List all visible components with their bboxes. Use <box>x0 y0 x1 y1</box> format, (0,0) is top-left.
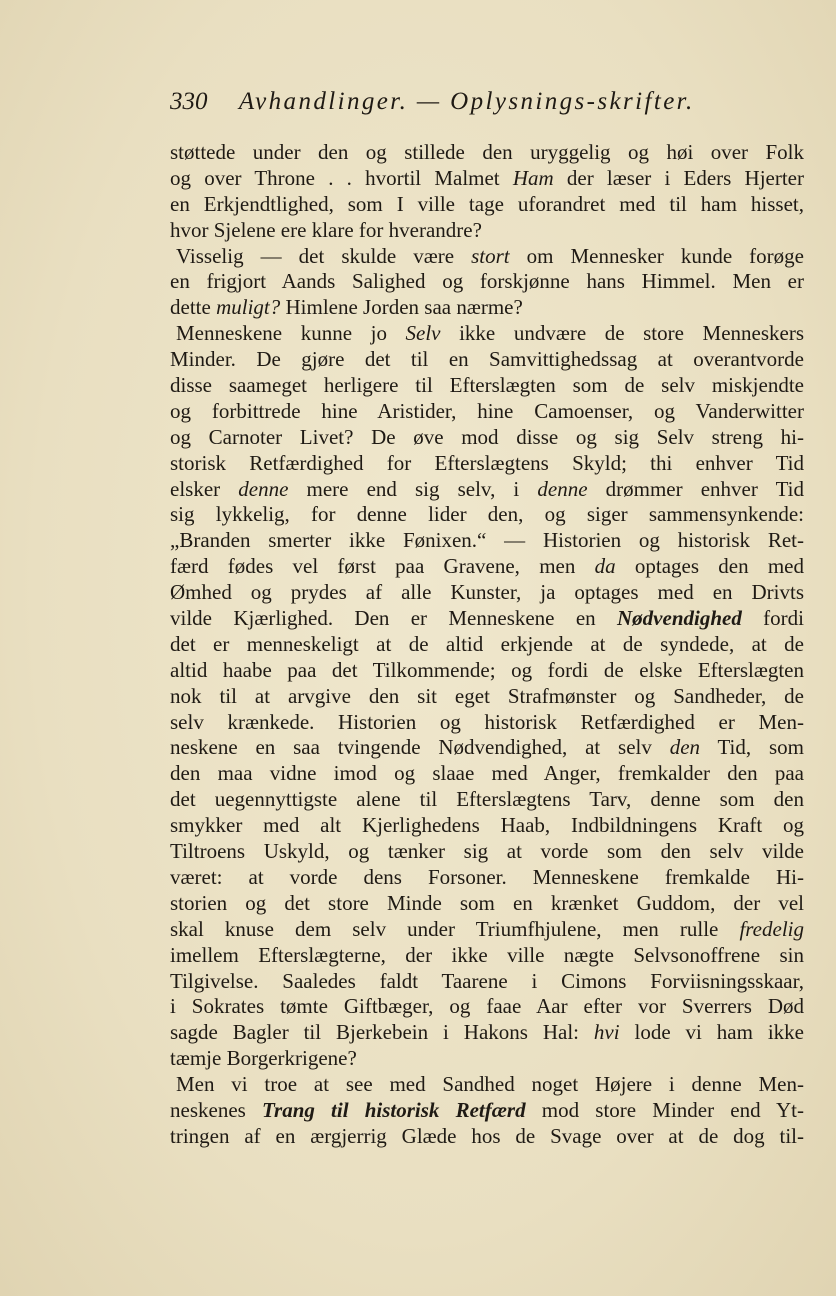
text-span: imellem Efterslægterne, der ikke ville nægte Selvsonoffrene sin <box>170 942 804 967</box>
text-span: der læser i Eders Hjerter <box>553 165 804 190</box>
text-span: og Carnoter Livet? De øve mod disse og sig Selv streng hi- <box>170 424 804 449</box>
text-span: fordi <box>741 606 804 631</box>
emphasized-text: denne <box>537 476 588 501</box>
text-span: det uegennyttigste alene til Efterslægtens Tarv, denne som den <box>170 787 804 812</box>
text-span: været: at vorde dens Forsoner. Menneskene fremkalde Hi- <box>170 864 804 889</box>
text-line <box>170 528 804 554</box>
text-span: sagde Bagler til Bjerkebein i Hakons Hal: <box>170 1020 594 1045</box>
emphasized-text: stort <box>471 243 510 268</box>
text-line <box>170 735 804 761</box>
emphasized-text: Trang til historisk Retfærd <box>261 1097 526 1122</box>
text-line <box>170 865 804 891</box>
text-span: Tid, som <box>700 735 804 760</box>
text-line <box>170 1046 804 1072</box>
text-line <box>170 373 804 399</box>
text-span: drømmer enhver Tid <box>587 476 804 501</box>
text-span: nok til at arvgive den sit eget Strafmønster og Sandheder, de <box>170 683 804 708</box>
text-span: ikke undvære de store Menneskers <box>440 321 804 346</box>
emphasized-text: denne <box>238 476 289 501</box>
text-span: Visselig — det skulde være <box>176 243 472 268</box>
text-span: Himlene Jorden saa nærme? <box>280 295 523 320</box>
text-span: tringen af en ærgjerrig Glæde hos de Svage over at de dog til- <box>170 1123 804 1148</box>
text-line <box>170 606 804 632</box>
text-line <box>170 244 804 270</box>
text-line <box>170 192 804 218</box>
text-line <box>170 1020 804 1046</box>
text-span: optages den med <box>615 554 804 579</box>
text-line <box>170 787 804 813</box>
emphasized-text: da <box>594 554 616 579</box>
text-line <box>170 917 804 943</box>
text-span: neskene en saa tvingende Nødvendighed, at selv <box>170 735 670 760</box>
text-span: storien og det store Minde som en krænket Guddom, der vel <box>170 890 804 915</box>
emphasized-text: Selv <box>405 321 441 346</box>
text-line <box>170 891 804 917</box>
text-line <box>170 451 804 477</box>
text-span: dette <box>170 295 217 320</box>
text-span: mere end sig selv, i <box>288 476 538 501</box>
text-span: elsker <box>170 476 239 501</box>
text-span: og forbittrede hine Aristider, hine Camoenser, og Vanderwitter <box>170 398 804 423</box>
text-line <box>170 684 804 710</box>
text-line <box>170 399 804 425</box>
page-header <box>170 84 806 120</box>
text-span: det er menneskeligt at de altid erkjende at de syndede, at de <box>170 631 804 656</box>
text-span: Ømhed og prydes af alle Kunster, ja optages med en Drivts <box>170 580 804 605</box>
text-line <box>170 839 804 865</box>
text-line <box>170 425 804 451</box>
emphasized-text: hvi <box>593 1020 620 1045</box>
text-span: lode vi ham ikke <box>619 1020 804 1045</box>
text-span: en frigjort Aands Salighed og forskjønne hans Himmel. Men er <box>170 269 804 294</box>
text-line <box>170 1072 804 1098</box>
text-span: hvor Sjelene ere klare for hverandre? <box>170 217 482 242</box>
text-line <box>170 943 804 969</box>
text-span: den maa vidne imod og slaae med Anger, fremkalder den paa <box>170 761 804 786</box>
text-line <box>170 502 804 528</box>
text-span: altid haabe paa det Tilkommende; og fordi de elske Efterslægten <box>170 657 804 682</box>
text-span: tæmje Borgerkrigene? <box>170 1046 357 1071</box>
text-line <box>170 347 804 373</box>
text-span: om Mennesker kunde forøge <box>509 243 804 268</box>
text-line <box>170 761 804 787</box>
text-span: neskenes <box>170 1097 262 1122</box>
text-span: i Sokrates tømte Giftbæger, og faae Aar efter vor Sverrers Død <box>170 994 804 1019</box>
text-span: Menneskene kunne jo <box>176 321 406 346</box>
text-span: smykker med alt Kjerlighedens Haab, Indbildningens Kraft og <box>170 813 804 838</box>
text-line <box>170 969 804 995</box>
text-span: en Erkjendtlighed, som I ville tage uforandret med til ham hisset, <box>170 191 804 216</box>
text-line <box>170 477 804 503</box>
text-line <box>170 813 804 839</box>
emphasized-text: fredelig <box>739 916 804 941</box>
text-span: støttede under den og stillede den uryggelig og høi over Folk <box>170 140 804 164</box>
text-span: og over Throne . . hvortil Malmet <box>170 165 513 190</box>
text-span: skal knuse dem selv under Triumfhjulene, men rulle <box>170 916 740 941</box>
body-text <box>170 140 804 1150</box>
emphasized-text: den <box>669 735 701 760</box>
text-span: Minder. De gjøre det til en Samvittighedssag at overantvorde <box>170 347 804 372</box>
text-line <box>170 994 804 1020</box>
text-line <box>170 218 804 244</box>
text-line <box>170 295 804 321</box>
emphasized-text: Nødvendighed <box>617 606 742 631</box>
text-span: selv krænkede. Historien og historisk Retfærdighed er Men- <box>170 709 804 734</box>
text-span: vilde Kjærlighed. Den er Menneskene en <box>170 606 618 631</box>
text-span: Tilgivelse. Saaledes faldt Taarene i Cimons Forviisningsskaar, <box>170 968 804 993</box>
text-line <box>170 140 804 166</box>
emphasized-text: Ham <box>512 165 554 190</box>
text-span: storisk Retfærdighed for Efterslægtens Skyld; thi enhver Tid <box>170 450 804 475</box>
text-line <box>170 710 804 736</box>
text-span: Men vi troe at see med Sandhed noget Højere i denne Men- <box>176 1072 804 1097</box>
text-span: mod store Minder end Yt- <box>525 1097 804 1122</box>
emphasized-text: muligt? <box>216 295 281 320</box>
text-line <box>170 580 804 606</box>
text-line <box>170 321 804 347</box>
text-span: „Branden smerter ikke Fønixen.“ — Historien og historisk Ret- <box>170 528 804 553</box>
text-span: færd fødes vel først paa Gravene, men <box>170 554 595 579</box>
text-line <box>170 658 804 684</box>
text-line <box>170 1098 804 1124</box>
text-span: Tiltroens Uskyld, og tænker sig at vorde som den selv vilde <box>170 839 804 864</box>
text-line <box>170 632 804 658</box>
text-line <box>170 269 804 295</box>
text-line <box>170 1124 804 1150</box>
running-title: Avhandlinger. — Oplysnings-skrifter. <box>238 88 695 115</box>
text-span: sig lykkelig, for denne lider den, og siger sammensynkende: <box>170 502 804 527</box>
page-number: 330 <box>170 88 208 115</box>
text-line <box>170 554 804 580</box>
text-span: disse saameget herligere til Efterslægten som de selv miskjendte <box>170 373 804 398</box>
text-line <box>170 166 804 192</box>
